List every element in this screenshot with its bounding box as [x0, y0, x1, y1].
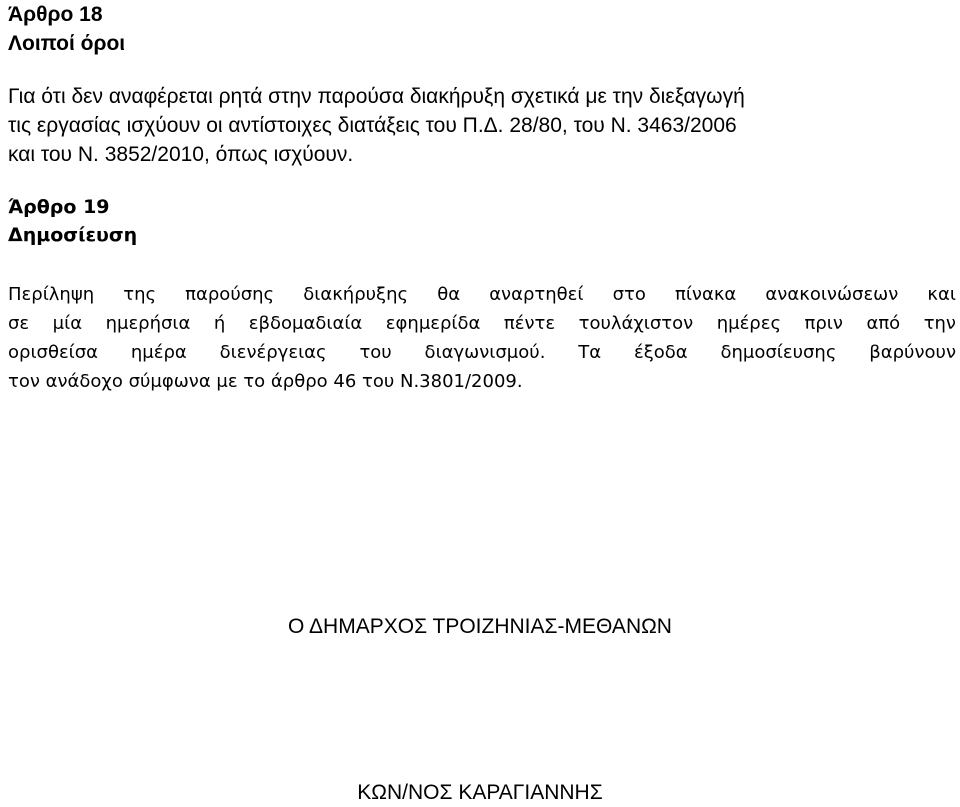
signature-name: ΚΩΝ/ΝΟΣ ΚΑΡΑΓΙΑΝΝΗΣ — [357, 781, 603, 804]
article-18-line-2: τις εργασίας ισχύουν οι αντίστοιχες διατάξεις του Π.Δ. 28/80, του Ν. 3463/2006 — [8, 114, 737, 137]
article-19-number: Άρθρο 19 — [8, 196, 110, 218]
article-18-line-1: Για ότι δεν αναφέρεται ρητά στην παρούσα διακήρυξη σχετικά με την διεξαγωγή — [8, 85, 745, 108]
signature-title: Ο ΔΗΜΑΡΧΟΣ ΤΡΟΙΖΗΝΙΑΣ-ΜΕΘΑΝΩΝ — [288, 615, 672, 638]
article-18-number: Άρθρο 18 — [8, 3, 103, 26]
article-18-paragraph — [8, 82, 954, 169]
article-18-line-3: και του Ν. 3852/2010, όπως ισχύουν. — [8, 143, 354, 166]
article-18-title: Λοιποί όροι — [8, 32, 126, 55]
article-19-line-3: ορισθείσα ημέρα διενέργειας του διαγωνισμού. Τα έξοδα δημοσίευσης βαρύνουν — [8, 342, 956, 363]
article-19-line-1: Περίληψη της παρούσης διακήρυξης θα αναρτηθεί στο πίνακα ανακοινώσεων και — [8, 284, 956, 305]
article-19-heading — [8, 193, 137, 249]
article-19-line-2: σε μία ημερήσια ή εβδομαδιαία εφημερίδα πέντε τουλάχιστον ημέρες πριν από την — [8, 313, 956, 334]
article-19-line-4: τον ανάδοχο σύμφωνα με το άρθρο 46 του Ν.3801/2009. — [8, 371, 523, 392]
article-18-heading — [8, 0, 125, 58]
article-19-title: Δημοσίευση — [8, 224, 138, 246]
article-19-paragraph — [8, 280, 956, 396]
